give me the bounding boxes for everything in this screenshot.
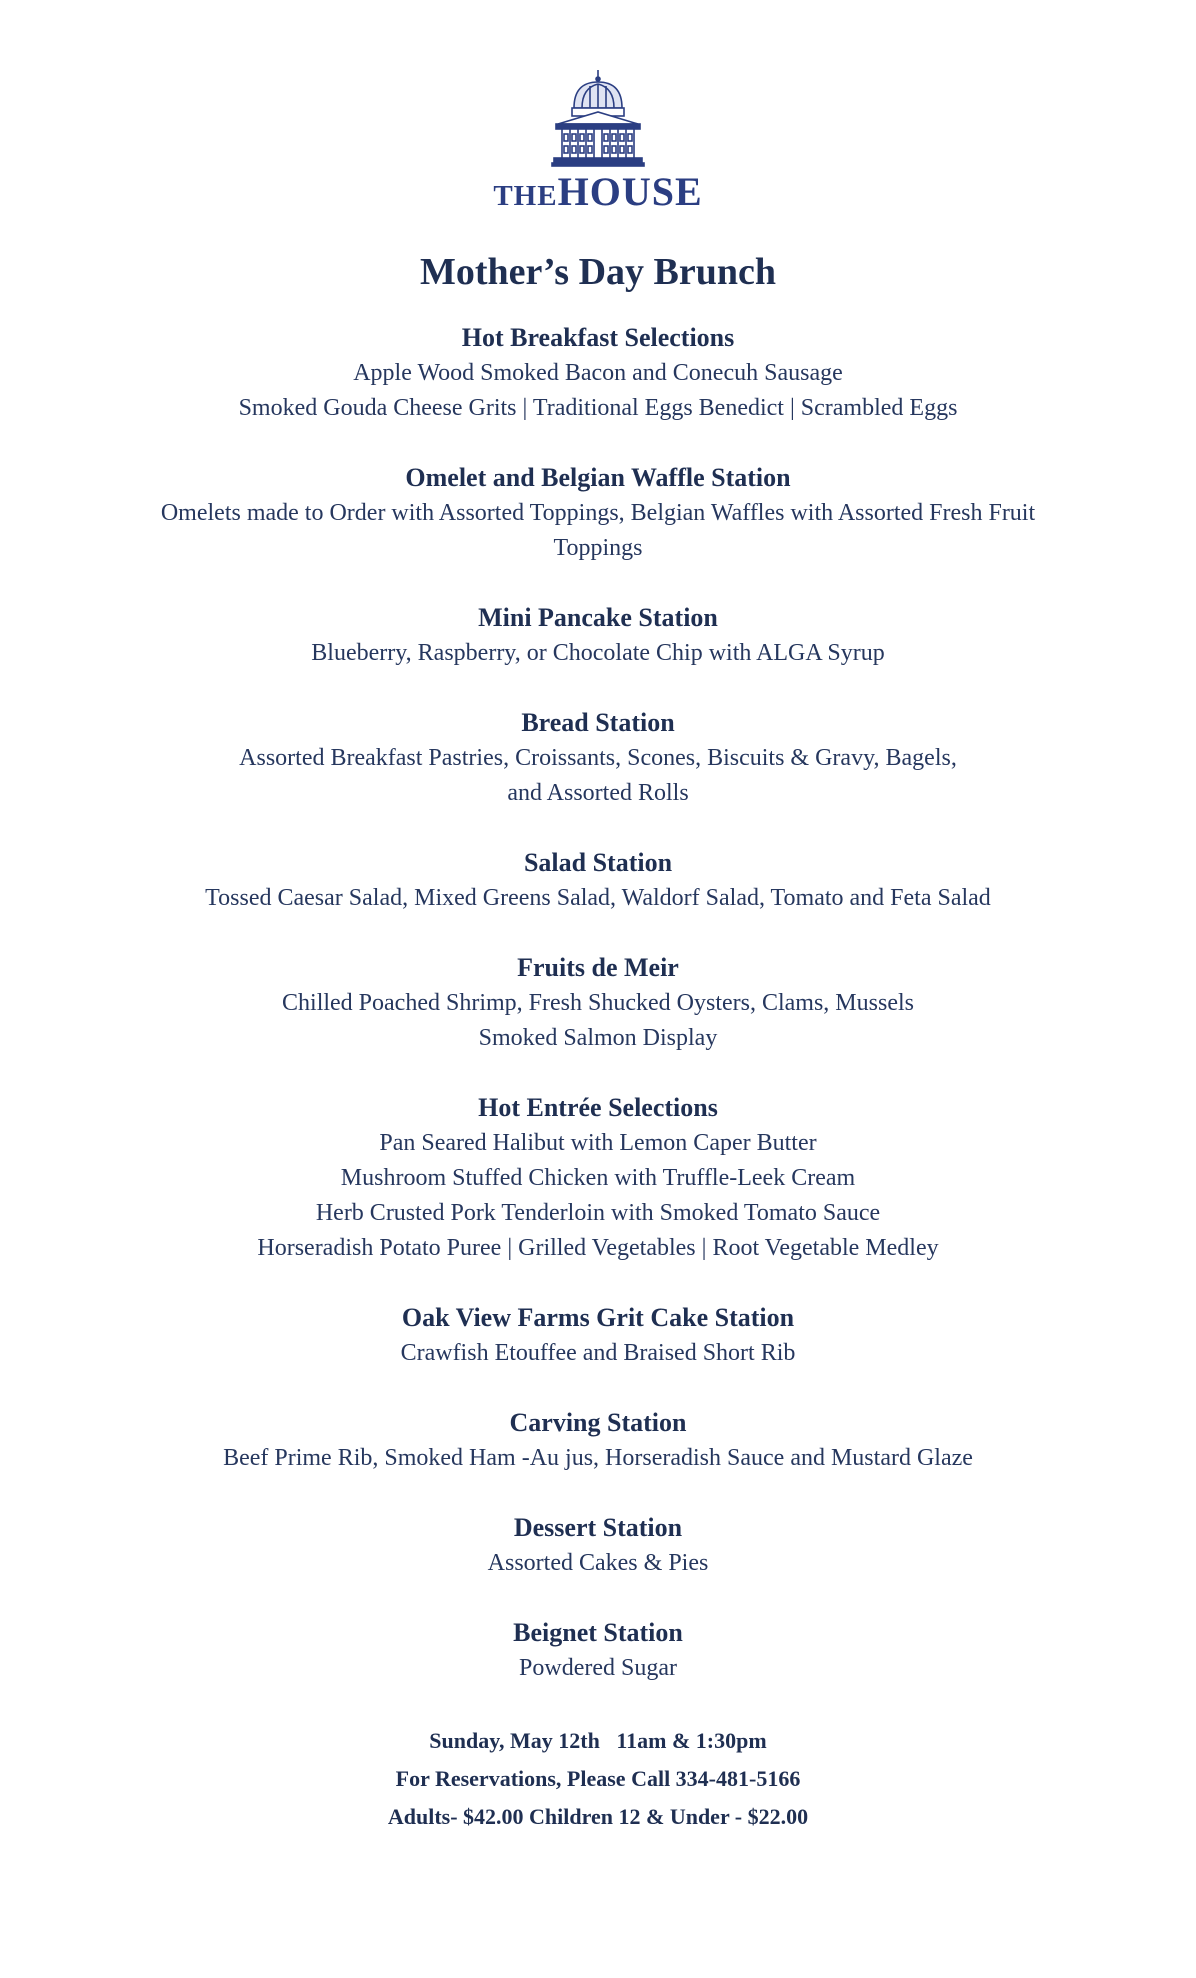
menu-line: Mushroom Stuffed Chicken with Truffle-Leek Cream <box>340 1165 856 1191</box>
section-title: Bread Station <box>521 708 675 737</box>
menu-line: Smoked Salmon Display <box>478 1025 718 1051</box>
menu-line: Tossed Caesar Salad, Mixed Greens Salad, Waldorf Salad, Tomato and Feta Salad <box>205 885 991 911</box>
section-title: Mini Pancake Station <box>478 603 718 632</box>
logo-house: HOUSE <box>557 169 703 214</box>
menu-line: and Assorted Rolls <box>507 780 689 806</box>
menu-section <box>0 1510 1196 1581</box>
menu-section <box>0 460 1196 566</box>
menu-line: Pan Seared Halibut with Lemon Caper Butter <box>379 1130 817 1156</box>
menu-section <box>0 705 1196 811</box>
menu-section <box>0 950 1196 1056</box>
menu-section <box>0 845 1196 916</box>
section-title: Omelet and Belgian Waffle Station <box>405 463 791 492</box>
section-title: Carving Station <box>509 1408 687 1437</box>
menu-section <box>0 1300 1196 1371</box>
menu-line: Powdered Sugar <box>519 1655 677 1681</box>
menu-line: Assorted Breakfast Pastries, Croissants, Scones, Biscuits & Gravy, Bagels, <box>239 745 957 771</box>
footer-info <box>0 1722 1196 1836</box>
section-title: Oak View Farms Grit Cake Station <box>401 1303 795 1332</box>
menu-section <box>0 1090 1196 1266</box>
building-dome-icon <box>548 68 648 168</box>
the-house-logo <box>493 68 703 212</box>
logo-the: THE <box>493 180 558 212</box>
pricing: Adults- $42.00 Children 12 & Under - $22.00 <box>387 1804 809 1829</box>
section-title: Hot Entrée Selections <box>478 1093 718 1122</box>
menu-line: Beef Prime Rib, Smoked Ham -Au jus, Horseradish Sauce and Mustard Glaze <box>223 1445 973 1471</box>
event-date-time: Sunday, May 12th 11am & 1:30pm <box>429 1728 767 1753</box>
menu-line: Horseradish Potato Puree | Grilled Vegetables | Root Vegetable Medley <box>257 1235 939 1261</box>
menu-line: Smoked Gouda Cheese Grits | Traditional Eggs Benedict | Scrambled Eggs <box>238 395 958 421</box>
page-title: Mother’s Day Brunch <box>419 251 777 293</box>
section-title: Salad Station <box>523 848 673 877</box>
logo-wordmark <box>493 169 703 214</box>
menu-line: Toppings <box>553 535 643 561</box>
menu-line: Assorted Cakes & Pies <box>487 1550 709 1576</box>
menu-line: Apple Wood Smoked Bacon and Conecuh Sausage <box>353 360 843 386</box>
menu-line: Herb Crusted Pork Tenderloin with Smoked Tomato Sauce <box>315 1200 881 1226</box>
reservation-phone: For Reservations, Please Call 334-481-5166 <box>395 1766 801 1791</box>
menu-section <box>0 320 1196 426</box>
section-title: Dessert Station <box>513 1513 683 1542</box>
menu-section <box>0 1615 1196 1686</box>
section-title: Fruits de Meir <box>517 953 679 982</box>
menu-line: Blueberry, Raspberry, or Chocolate Chip with ALGA Syrup <box>311 640 885 666</box>
menu-section <box>0 600 1196 671</box>
menu-line: Crawfish Etouffee and Braised Short Rib <box>400 1340 796 1366</box>
menu-line: Chilled Poached Shrimp, Fresh Shucked Oysters, Clams, Mussels <box>282 990 914 1016</box>
section-title: Beignet Station <box>513 1618 683 1647</box>
menu-section <box>0 1405 1196 1476</box>
section-title: Hot Breakfast Selections <box>461 323 735 352</box>
menu-line: Omelets made to Order with Assorted Toppings, Belgian Waffles with Assorted Fresh Fruit <box>160 500 1036 526</box>
menu-sections <box>0 320 1196 1686</box>
